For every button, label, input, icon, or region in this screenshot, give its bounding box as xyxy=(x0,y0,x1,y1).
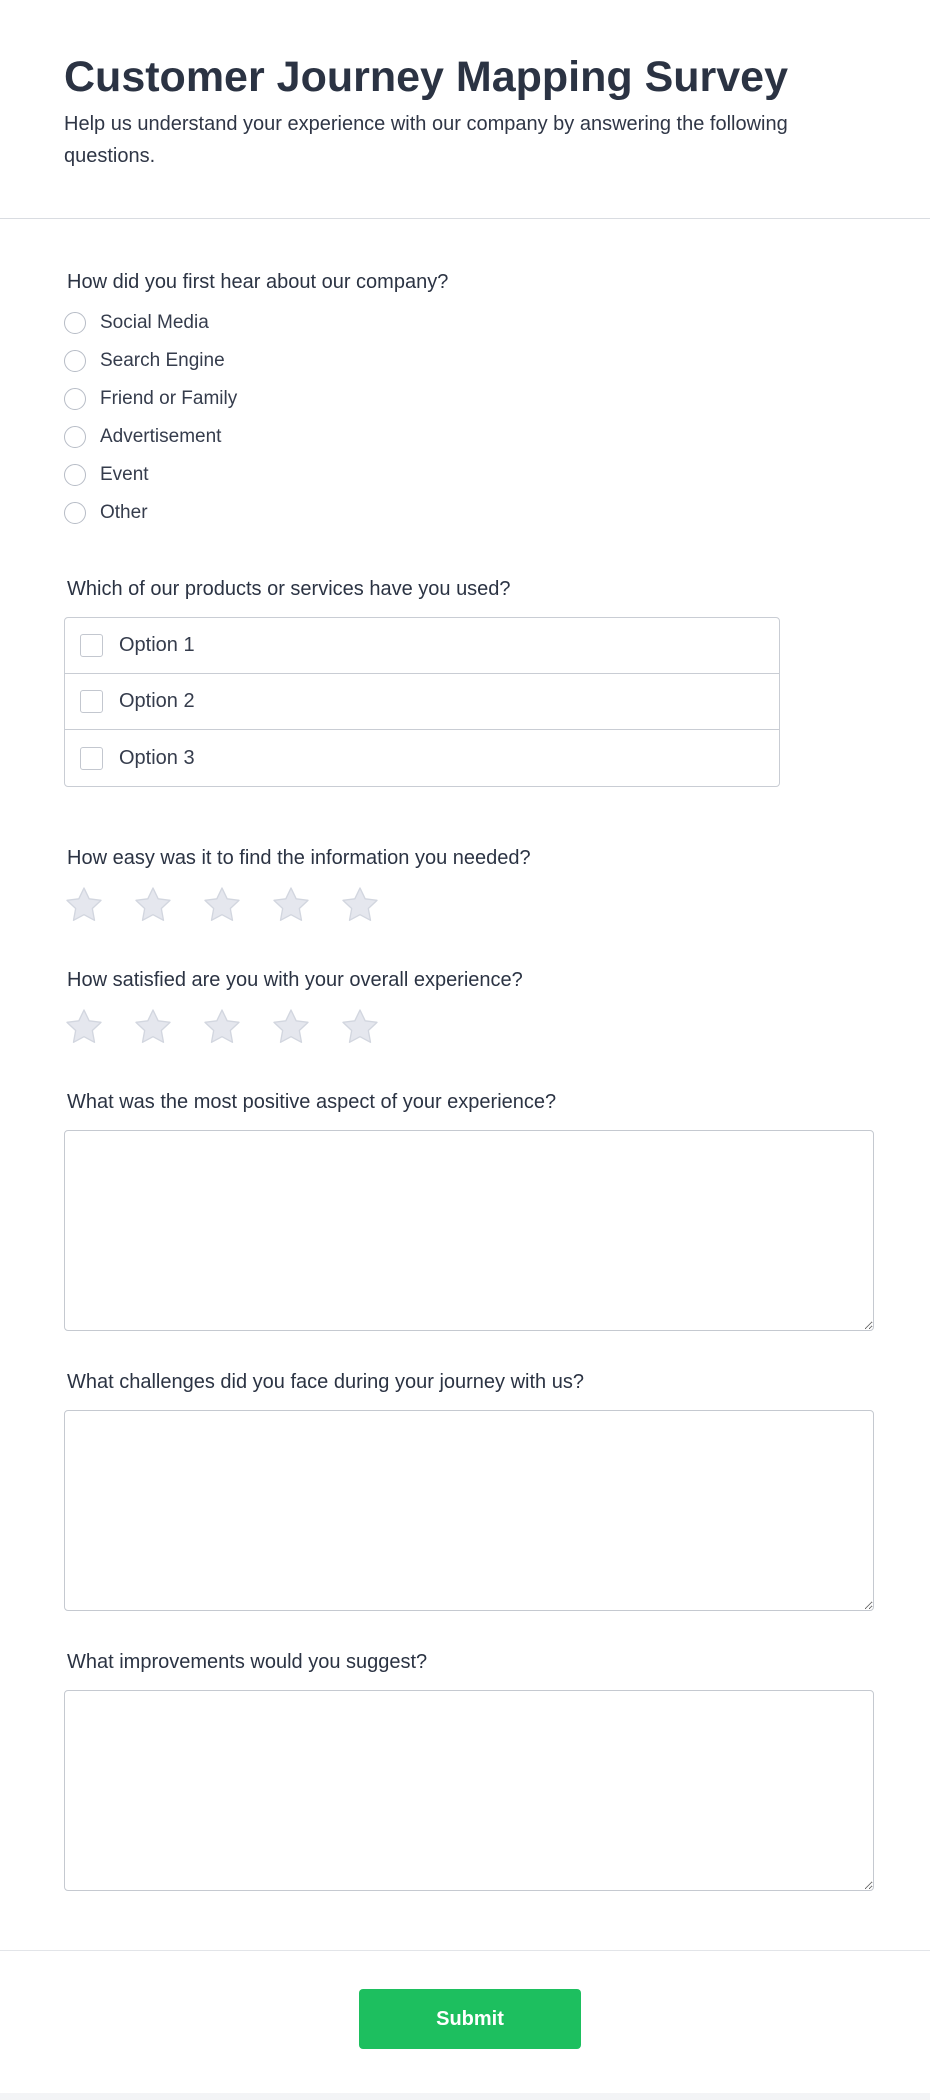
star-icon[interactable] xyxy=(202,1007,242,1047)
radio-button[interactable] xyxy=(64,388,86,410)
positive-aspect-textarea[interactable] xyxy=(64,1130,874,1331)
page-subtitle: Help us understand your experience with our company by answering the following questions. xyxy=(64,113,788,167)
checkbox[interactable] xyxy=(80,634,103,657)
radio-label: Other xyxy=(100,502,148,523)
challenges-textarea[interactable] xyxy=(64,1410,874,1611)
radio-label: Friend or Family xyxy=(100,388,238,409)
radio-button[interactable] xyxy=(64,350,86,372)
satisfaction-star-rating xyxy=(64,1007,866,1049)
ease-star-rating xyxy=(64,885,866,927)
star-icon[interactable] xyxy=(271,885,311,925)
form-footer xyxy=(0,1950,930,2093)
radio-button[interactable] xyxy=(64,312,86,334)
radio-button[interactable] xyxy=(64,464,86,486)
submit-button[interactable]: Submit xyxy=(359,1989,581,2049)
radio-button[interactable] xyxy=(64,426,86,448)
radio-option-advertisement[interactable] xyxy=(64,418,866,456)
improvements-textarea[interactable] xyxy=(64,1690,874,1891)
question-heard-about: How did you first hear about our company? xyxy=(67,271,449,293)
question-ease-rating: How easy was it to find the information you needed? xyxy=(67,847,531,869)
star-icon[interactable] xyxy=(64,1007,104,1047)
star-icon[interactable] xyxy=(64,885,104,925)
question-challenges: What challenges did you face during your journey with us? xyxy=(67,1371,584,1393)
checkbox-label: Option 3 xyxy=(119,746,195,769)
radio-label: Search Engine xyxy=(100,350,225,371)
star-icon[interactable] xyxy=(340,885,380,925)
radio-option-event[interactable] xyxy=(64,456,866,494)
question-products-used: Which of our products or services have you used? xyxy=(67,578,511,600)
star-icon[interactable] xyxy=(271,1007,311,1047)
heard-about-radio-group xyxy=(64,304,866,532)
checkbox-label: Option 2 xyxy=(119,690,195,712)
radio-label: Social Media xyxy=(100,312,209,333)
question-improvements: What improvements would you suggest? xyxy=(67,1651,428,1673)
question-satisfaction-rating: How satisfied are you with your overall experience? xyxy=(67,969,523,991)
checkbox-option-1[interactable] xyxy=(65,618,779,674)
radio-option-friend-or-family[interactable] xyxy=(64,380,866,418)
radio-option-search-engine[interactable] xyxy=(64,342,866,380)
radio-option-other[interactable] xyxy=(64,494,866,532)
checkbox-label: Option 1 xyxy=(119,634,195,656)
radio-label: Event xyxy=(100,464,149,485)
star-icon[interactable] xyxy=(133,885,173,925)
checkbox[interactable] xyxy=(80,747,103,770)
radio-button[interactable] xyxy=(64,502,86,524)
products-checkbox-group xyxy=(64,617,780,787)
star-icon[interactable] xyxy=(340,1007,380,1047)
checkbox-option-3[interactable] xyxy=(65,730,779,786)
survey-form xyxy=(0,219,930,1891)
page-title: Customer Journey Mapping Survey xyxy=(64,53,788,101)
star-icon[interactable] xyxy=(133,1007,173,1047)
question-positive-aspect: What was the most positive aspect of your experience? xyxy=(67,1091,557,1113)
star-icon[interactable] xyxy=(202,885,242,925)
checkbox[interactable] xyxy=(80,690,103,713)
checkbox-option-2[interactable] xyxy=(65,674,779,730)
survey-header xyxy=(0,0,930,219)
radio-label: Advertisement xyxy=(100,426,222,447)
radio-option-social-media[interactable] xyxy=(64,304,866,342)
